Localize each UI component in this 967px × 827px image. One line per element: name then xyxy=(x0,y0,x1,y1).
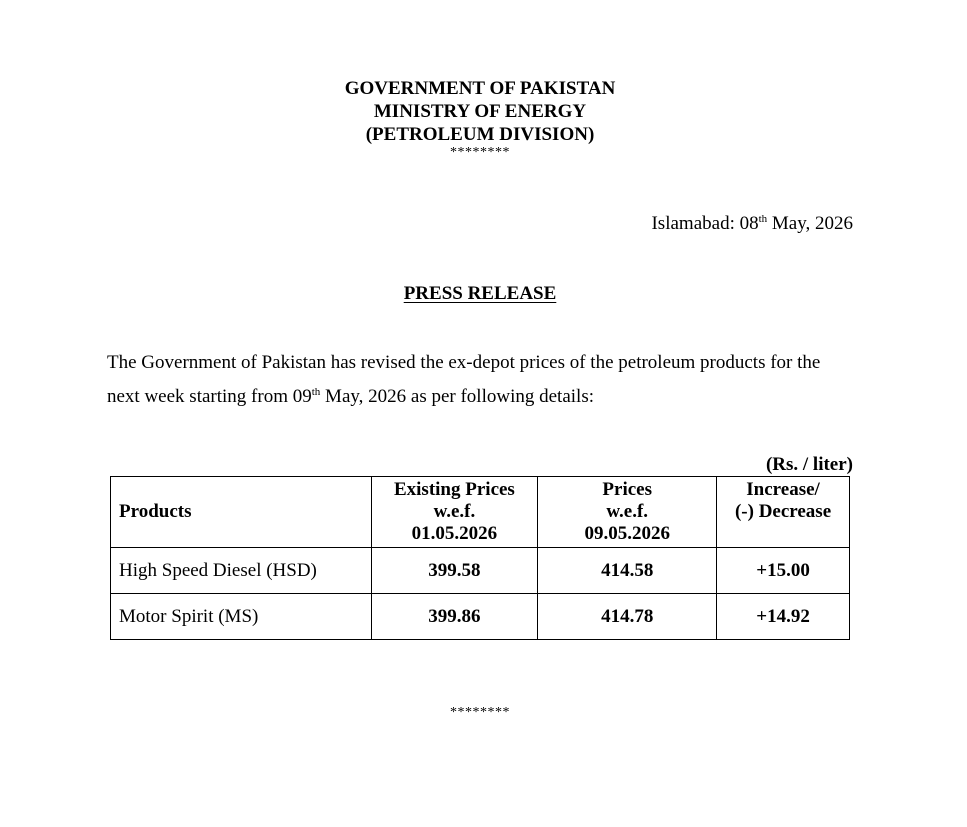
table-header-row xyxy=(111,477,850,548)
division-name: (PETROLEUM DIVISION) xyxy=(365,124,595,145)
body-text-1: The Government of Pakistan has revised the ex-depot prices of the petroleum products for the next week starting from 09 xyxy=(107,352,821,407)
header-products: Products xyxy=(111,477,372,548)
body-ordinal: th xyxy=(311,386,321,398)
header-existing-line3: 01.05.2026 xyxy=(411,523,498,544)
table-row xyxy=(111,548,850,594)
existing-price: 399.86 xyxy=(371,594,538,640)
header-existing-prices xyxy=(371,477,538,548)
new-price: 414.78 xyxy=(538,594,717,640)
body-paragraph xyxy=(107,346,857,414)
dateline-ordinal: th xyxy=(758,213,768,225)
table-row xyxy=(111,594,850,640)
dateline-rest: May, 2026 xyxy=(767,213,853,234)
body-text-2: May, 2026 as per following details: xyxy=(320,386,594,407)
dateline-prefix: Islamabad: 08 xyxy=(651,213,759,234)
header-separator: ******** xyxy=(450,145,510,160)
dateline xyxy=(651,213,853,235)
new-price: 414.58 xyxy=(538,548,717,594)
letterhead xyxy=(0,77,960,160)
header-new-line3: 09.05.2026 xyxy=(584,523,670,544)
unit-label: (Rs. / liter) xyxy=(765,454,853,475)
header-change-line2: (-) Decrease xyxy=(734,501,832,522)
header-new-line1: Prices xyxy=(602,479,652,500)
header-existing-line2: w.e.f. xyxy=(433,501,476,522)
header-new-line2: w.e.f. xyxy=(606,501,649,522)
govt-name: GOVERNMENT OF PAKISTAN xyxy=(344,78,616,99)
existing-price: 399.58 xyxy=(371,548,538,594)
footer-separator: ******** xyxy=(450,705,510,720)
document-title: PRESS RELEASE xyxy=(403,283,557,304)
price-table xyxy=(110,476,850,640)
header-change-line1: Increase/ xyxy=(746,479,820,500)
header-existing-line1: Existing Prices xyxy=(393,479,515,500)
product-name: High Speed Diesel (HSD) xyxy=(111,548,372,594)
ministry-name: MINISTRY OF ENERGY xyxy=(373,101,587,122)
price-change: +15.00 xyxy=(717,548,850,594)
header-change xyxy=(717,477,850,548)
price-change: +14.92 xyxy=(717,594,850,640)
product-name: Motor Spirit (MS) xyxy=(111,594,372,640)
header-new-prices xyxy=(538,477,717,548)
